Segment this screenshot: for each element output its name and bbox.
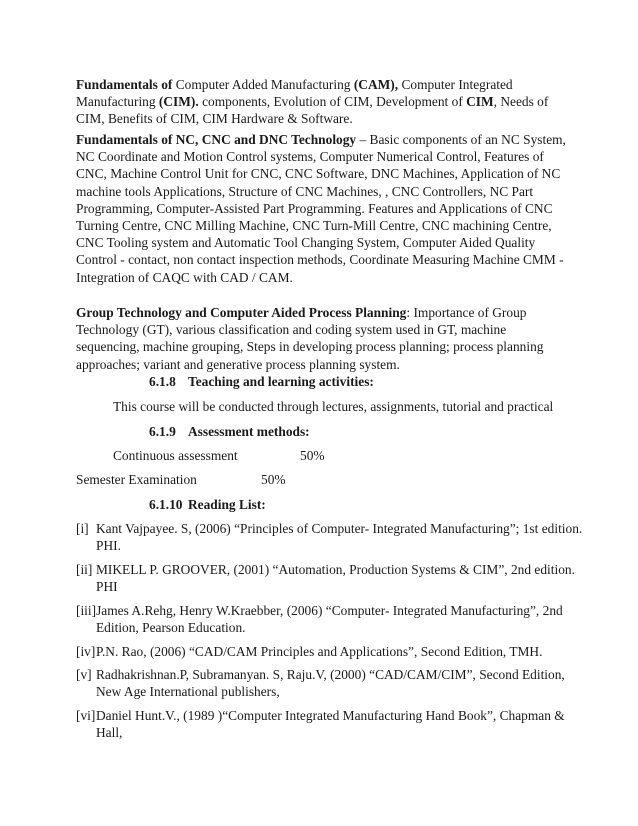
body-text: Computer Integrated Manufacturing: [76, 77, 513, 110]
reference-item: [76, 520, 586, 554]
body-text: – Basic components of an NC System, NC Coordinate and Motion Control systems, Computer Numerical Control, Features of CNC, Machine Control Unit for CNC, CNC Software, DNC Machines, Application of NC machine tools Applications, Structure of CNC Machines, , CNC Controllers, NC Part Programming, Computer-Assisted Part Programming. Features and Applications of CNC Turning Centre, CNC Milling Machine, CNC Turn-Mill Centre, CNC machining Centre, CNC Tooling system and Automatic Tool Changing System, Computer Aided Quality Control - contact, non contact inspection methods, Coordinate Measuring Machine CMM - Integration of CAQC with CAD / CAM.: [76, 132, 566, 285]
assessment-label-semester: Semester Examination: [76, 472, 197, 487]
section-number: 6.1.10: [149, 497, 183, 512]
body-text: : Importance of Group Technology (GT), various classification and coding system used in GT, machine sequencing, machine grouping, Steps in developing process planning; process planning approaches; variant and generative process planning system.: [76, 305, 544, 372]
body-text: , Needs of CIM, Benefits of CIM, CIM Hardware & Software.: [76, 94, 549, 127]
assessment-label-continuous: Continuous assessment: [113, 448, 238, 463]
reference-label: [vi]: [76, 708, 96, 723]
bold-text: Fundamentals of NC, CNC and DNC Technology: [76, 132, 357, 147]
reference-label: [ii]: [76, 562, 93, 577]
teaching-description: This course will be conducted through lectures, assignments, tutorial and practical: [113, 399, 554, 414]
bold-text: CIM: [466, 94, 494, 110]
section-heading-teaching: [149, 373, 374, 390]
reference-label: [iii]: [76, 603, 97, 618]
assessment-value-continuous: 50%: [300, 448, 325, 463]
assessment-value-semester: 50%: [261, 472, 286, 487]
reference-text: James A.Rehg, Henry W.Kraebber, (2006) “Computer- Integrated Manufacturing”, 2nd Edition, Pearson Education.: [96, 603, 563, 636]
section-heading-reading-list: [149, 496, 266, 513]
section-number: 6.1.8: [149, 374, 176, 389]
section-title: Reading List:: [188, 497, 266, 512]
reference-text: Kant Vajpayee. S, (2006) “Principles of Computer- Integrated Manufacturing”; 1st edition. PHI.: [96, 521, 583, 554]
section-title: Assessment methods:: [188, 424, 310, 439]
reference-label: [v]: [76, 667, 92, 682]
bold-text: Fundamentals of: [76, 77, 173, 92]
paragraph-group-technology: [76, 304, 566, 373]
bold-text: Group Technology and Computer Aided Process Planning: [76, 305, 407, 320]
reference-label: [iv]: [76, 644, 96, 659]
paragraph-nc-cnc-dnc: [76, 131, 566, 286]
paragraph-cam-cim: [76, 76, 566, 128]
body-text: Computer Added Manufacturing: [172, 77, 354, 92]
reference-item: [76, 707, 586, 741]
reference-text: P.N. Rao, (2006) “CAD/CAM Principles and Applications”, Second Edition, TMH.: [96, 644, 543, 659]
reference-item: [76, 666, 586, 700]
body-text: components, Evolution of CIM, Development of: [198, 94, 467, 110]
reference-text: Daniel Hunt.V., (1989 )“Computer Integrated Manufacturing Hand Book”, Chapman & Hall,: [96, 708, 565, 741]
reference-text: MIKELL P. GROOVER, (2001) “Automation, Production Systems & CIM”, 2nd edition. PHI: [96, 562, 575, 595]
section-number: 6.1.9: [149, 424, 176, 439]
reference-label: [i]: [76, 521, 89, 536]
reference-item: [76, 602, 586, 636]
reference-text: Radhakrishnan.P, Subramanyan. S, Raju.V, (2000) “CAD/CAM/CIM”, Second Edition, New Age International publishers,: [96, 667, 565, 700]
reference-item: [76, 561, 586, 595]
bold-text: (CIM).: [158, 94, 199, 110]
reference-item: [76, 643, 586, 660]
section-heading-assessment: [149, 423, 310, 440]
bold-text: (CAM),: [353, 77, 399, 92]
section-title: Teaching and learning activities:: [188, 374, 374, 389]
